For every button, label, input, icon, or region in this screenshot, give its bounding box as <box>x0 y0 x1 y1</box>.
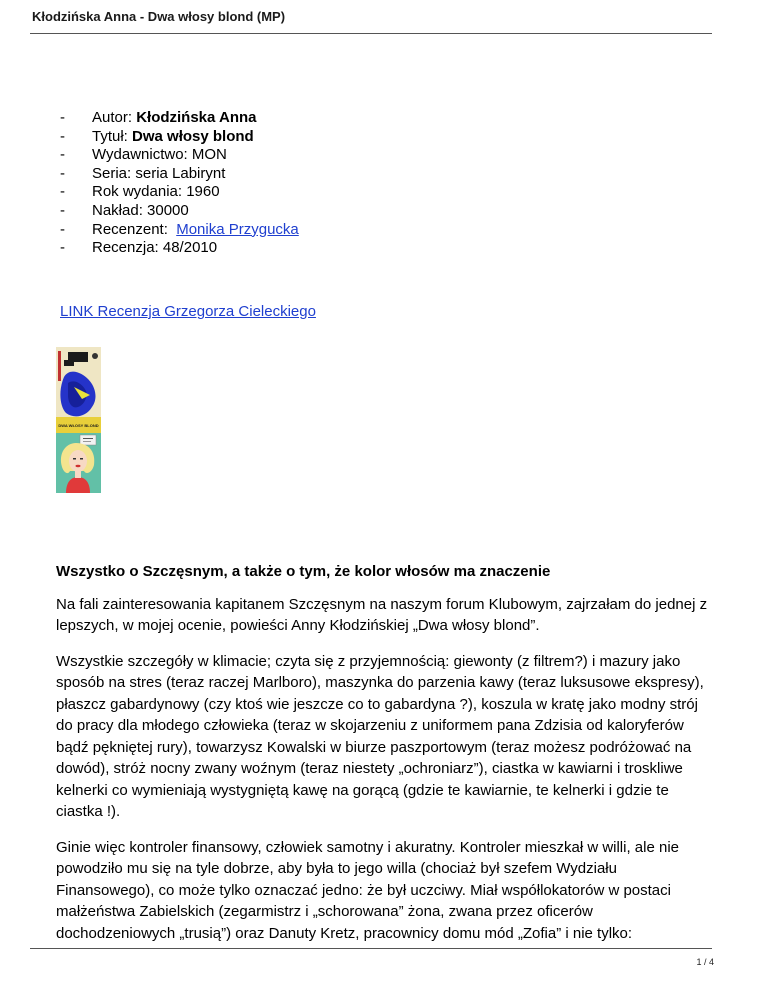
page-number: 1 / 4 <box>696 957 714 967</box>
review-article <box>56 561 716 958</box>
detail-reviewer: - Recenzent: Monika Przygucka <box>60 220 299 238</box>
detail-author: - Autor: Kłodzińska Anna <box>60 109 257 126</box>
header-divider <box>30 33 712 34</box>
cover-caption: DWA WŁOSY BLOND <box>58 423 99 428</box>
article-heading: Wszystko o Szczęsnym, a także o tym, że kolor włosów ma znaczenie <box>56 563 551 580</box>
book-details-list <box>60 109 299 258</box>
detail-year: - Rok wydania: 1960 <box>60 183 220 201</box>
external-review-link[interactable]: LINK Recenzja Grzegorza Cieleckiego <box>60 303 316 320</box>
article-paragraph: Na fali zainteresowania kapitanem Szczęsnym na naszym forum Klubowym, zajrzałam do jednej z lepszych, w mojej ocenie, powieści Anny Kłodzińskiej „Dwa włosy blond”. <box>56 595 708 634</box>
cover-illustration-blonde-woman <box>56 433 101 493</box>
book-cover-image-blonde <box>56 433 101 493</box>
book-title: Dwa włosy blond <box>132 127 254 145</box>
footer-divider <box>30 948 712 949</box>
detail-print-run: - Nakład: 30000 <box>60 201 189 219</box>
author-name: Kłodzińska Anna <box>136 109 257 126</box>
cover-illustration-blue-figure <box>56 347 101 433</box>
detail-title: - Tytuł: Dwa włosy blond <box>60 127 254 145</box>
article-paragraph: Ginie więc kontroler finansowy, człowiek samotny i akuratny. Kontroler mieszkał w willi, ale nie powodziło mu się na tyle dobrze, aby była to jego willa (chociaż był szefem Wydziału Finansowego), co może tylko oznaczać jedno: że był uczciwy. Miał współlokatorów w postaci małżeństwa Zabielskich (zegarmistrz i „schorowana” żona, zwana przez oficerów dochodzeniowych „trusią”) oraz Danuty Kretz, pracownicy domu mód „Zofia” i nie tylko: <box>56 838 680 942</box>
book-cover-image <box>56 347 101 433</box>
detail-publisher: - Wydawnictwo: MON <box>60 146 227 164</box>
reviewer-link[interactable]: Monika Przygucka <box>176 220 299 238</box>
detail-review-number: - Recenzja: 48/2010 <box>60 239 218 257</box>
article-paragraph: Wszystkie szczegóły w klimacie; czyta się z przyjemnością: giewonty (z filtrem?) i mazury jako sposób na stres (teraz raczej Marlboro), maszynka do parzenia kawy (teraz luksusowe ekspresy), płaszcz gabardynowy (czy ktoś wie jeszcze co to gabardyna ?), koszula w kratę jako modny strój do pracy dla młodego człowieka (teraz w skojarzeniu z uniformem pana Zdzisia od kaloryferów bądź pękniętej rury), towarzysz Kowalski w biurze paszportowym (teraz możesz podróżować na dowód), stróż nocny zwany woźnym (teraz niestety „ochroniarz”), ciastka w kawiarni i troskliwe kelnerki co wymieniają wystygniętą kawę na gorącą (gdzie te kawiarnie, te kelnerki i gdzie te ciastka !). <box>56 652 704 820</box>
detail-series: - Seria: seria Labirynt <box>60 164 226 182</box>
page-header-title: Kłodzińska Anna - Dwa włosy blond (MP) <box>32 9 286 24</box>
